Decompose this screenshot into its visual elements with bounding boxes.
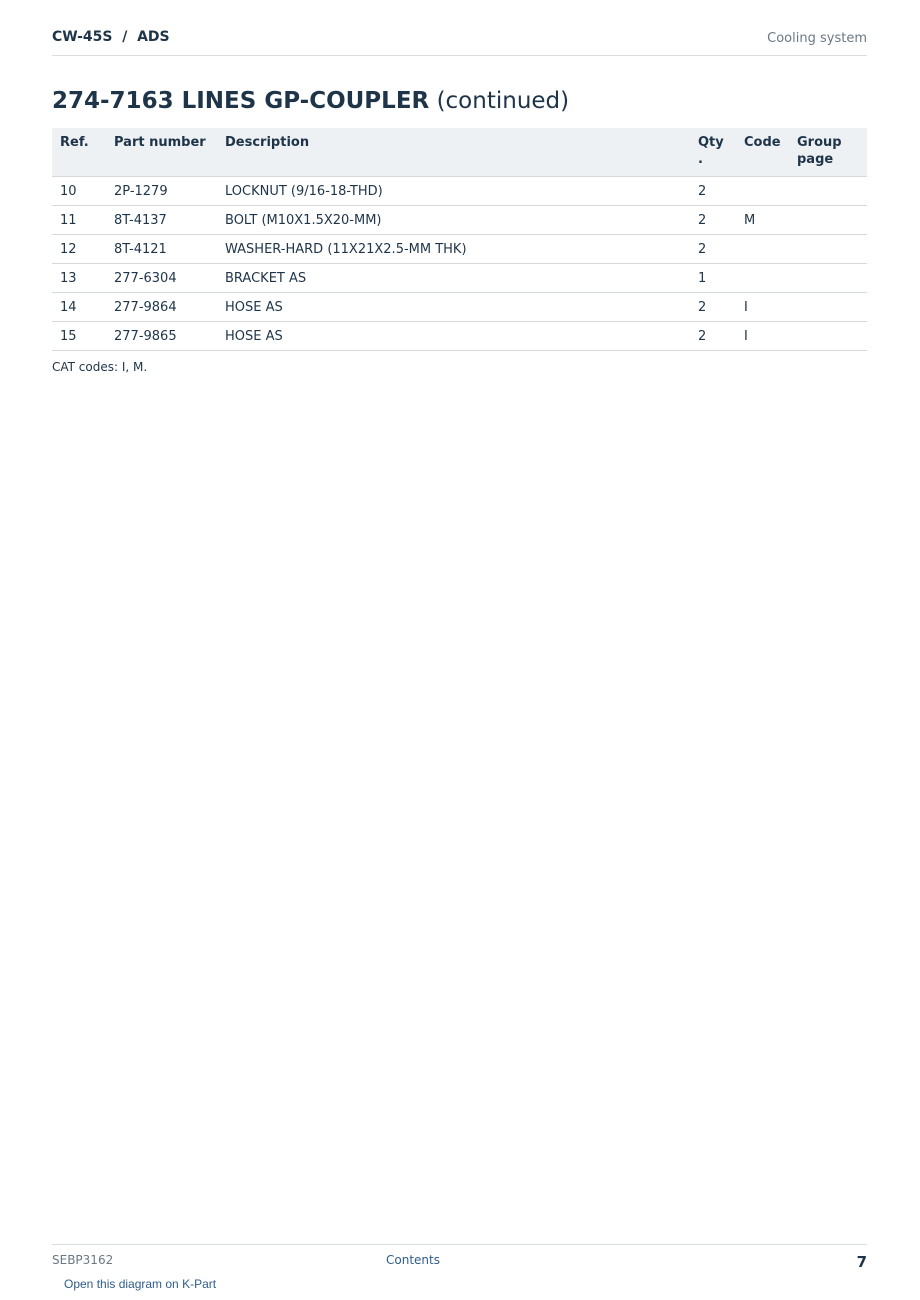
cell-ref: 13 bbox=[52, 264, 106, 293]
document-number: SEBP3162 bbox=[52, 1253, 114, 1267]
title-main: 274-7163 LINES GP-COUPLER bbox=[52, 88, 430, 114]
cell-ref: 15 bbox=[52, 322, 106, 351]
table-row bbox=[52, 206, 867, 235]
header-part-number: Part number bbox=[106, 128, 217, 177]
cell-code bbox=[736, 264, 789, 293]
cell-part-number: 277-9865 bbox=[106, 322, 217, 351]
cell-description: BRACKET AS bbox=[217, 264, 690, 293]
header-code: Code bbox=[736, 128, 789, 177]
cell-description: HOSE AS bbox=[217, 322, 690, 351]
breadcrumb: CW-45S / ADS bbox=[52, 29, 170, 45]
document-page bbox=[52, 0, 867, 1300]
table-row bbox=[52, 235, 867, 264]
cell-code: M bbox=[736, 206, 789, 235]
header-ref: Ref. bbox=[52, 128, 106, 177]
contents-link[interactable]: Contents bbox=[386, 1253, 440, 1267]
header-description: Description bbox=[217, 128, 690, 177]
table-header-row bbox=[52, 128, 867, 177]
cat-codes-note: CAT codes: I, M. bbox=[52, 360, 148, 374]
cell-code: I bbox=[736, 322, 789, 351]
table-row bbox=[52, 322, 867, 351]
parts-table bbox=[52, 128, 867, 351]
cell-part-number: 277-9864 bbox=[106, 293, 217, 322]
cell-qty: 2 bbox=[690, 235, 736, 264]
page-footer bbox=[52, 1244, 867, 1291]
table-row bbox=[52, 177, 867, 206]
open-kpart-link[interactable]: Open this diagram on K-Part bbox=[64, 1277, 217, 1291]
cell-qty: 2 bbox=[690, 206, 736, 235]
cell-part-number: 277-6304 bbox=[106, 264, 217, 293]
cell-part-number: 2P-1279 bbox=[106, 177, 217, 206]
cell-group-page bbox=[789, 177, 867, 206]
cell-qty: 1 bbox=[690, 264, 736, 293]
cell-description: HOSE AS bbox=[217, 293, 690, 322]
table-row bbox=[52, 293, 867, 322]
cell-ref: 14 bbox=[52, 293, 106, 322]
header-qty: Qty . bbox=[690, 128, 736, 177]
cell-qty: 2 bbox=[690, 293, 736, 322]
header-group-page: Group page bbox=[789, 128, 867, 177]
cell-ref: 10 bbox=[52, 177, 106, 206]
cell-part-number: 8T-4121 bbox=[106, 235, 217, 264]
cell-part-number: 8T-4137 bbox=[106, 206, 217, 235]
cell-code bbox=[736, 235, 789, 264]
cell-description: LOCKNUT (9/16-18-THD) bbox=[217, 177, 690, 206]
cell-group-page bbox=[789, 206, 867, 235]
cell-group-page bbox=[789, 322, 867, 351]
table-row bbox=[52, 264, 867, 293]
cell-description: BOLT (M10X1.5X20-MM) bbox=[217, 206, 690, 235]
cell-ref: 11 bbox=[52, 206, 106, 235]
cell-code: I bbox=[736, 293, 789, 322]
cell-qty: 2 bbox=[690, 177, 736, 206]
cell-group-page bbox=[789, 235, 867, 264]
page-number: 7 bbox=[856, 1253, 867, 1271]
page-title bbox=[52, 88, 569, 114]
page-header bbox=[52, 28, 867, 56]
section-name: Cooling system bbox=[767, 31, 867, 46]
cell-ref: 12 bbox=[52, 235, 106, 264]
title-suffix: (continued) bbox=[436, 88, 570, 114]
cell-group-page bbox=[789, 293, 867, 322]
cell-group-page bbox=[789, 264, 867, 293]
cell-code bbox=[736, 177, 789, 206]
cell-description: WASHER-HARD (11X21X2.5-MM THK) bbox=[217, 235, 690, 264]
cell-qty: 2 bbox=[690, 322, 736, 351]
